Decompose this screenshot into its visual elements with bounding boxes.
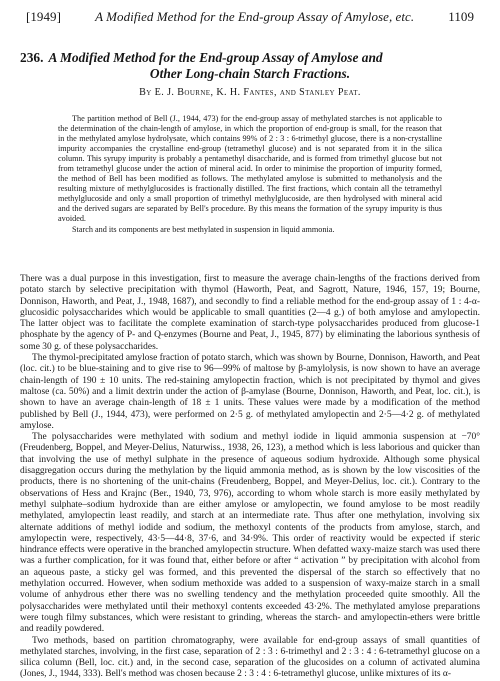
running-head [26, 3, 474, 31]
article-title-line-2: Other Long-chain Starch Fractions. [149, 65, 351, 81]
body-paragraph-2: The thymol-precipitated amylose fraction of potato starch, which was shown by Bourne, Donnison, Haworth, and Peat (loc. cit.) to be blue-staining and to give rise to 96—99% of maltose by β-amylolysis, is now shown to have an average chain-length of 190 ± 10 units. The red-staining amylopectin fraction, which is not precipitated by thymol and gives maltose (ca. 50%) and a limit dextrin under the action of β-amylase (Bourne, Donnison, Haworth, and Peat, loc. cit.), is shown to have an average chain-length of 18 ± 1 units. These values were made by a modification of the method published by Bell (J., 1944, 473), were performed on 2·5 g. of methylated amylopectin and 2·5—4·2 g. of methylated amylose. [20, 353, 480, 431]
abstract-paragraph: The partition method of Bell (J., 1944, 473) for the end-group assay of methylated starches is not applicable to the determination of the chain-length of amylose, in which the proportion of end-group is small, for the reason that in the methylated amylose hydrolysate, which contains 99% of 2 : 3 : 6-trimethyl glucose, there is a non-crystalline impurity accompanies the crystalline end-group (tetramethyl glucose) and is not separated from it in the silica column. This syrupy impurity is probably a pentamethyl disaccharide, and is formed from trimethyl glucose but not from tetramethyl glucose under the action of mineral acid. In order to minimise the proportion of impurity formed, the method of Bell has been modified as follows. The methylated amylose is submitted to methanolysis and the resulting mixture of methylglucosides is fractionally distilled. The first fractions, which contain all the tetramethyl methylglucoside and only a small proportion of trimethyl methylglucoside, are then hydrolysed with mineral acid and the derived sugars are separated by Bell's procedure. By this means the formation of the syrupy impurity is thus avoided. [58, 114, 442, 223]
article-title-block [20, 50, 480, 98]
body-text [20, 274, 480, 681]
running-head-title: A Modified Method for the End-group Assay of Amylose, etc. [95, 9, 415, 24]
abstract [58, 114, 442, 235]
article-number: 236. [20, 50, 44, 65]
article-title-line-1 [20, 50, 480, 66]
body-paragraph-4: Two methods, based on partition chromatography, were available for end-group assays of small quantities of methylated starches, involving, in the first case, separation of 2 : 3 : 6-trimethyl and 2 : 3 : 4 : 6-tetramethyl glucose on a silica column (Bell, loc. cit.) and, in the second case, separation of the glucosides on a column of activated alumina (Jones, J., 1944, 333). Bell's method was chosen because 2 : 3 : 4 : 6-tetramethyl glucose, unlike mixtures of its α- [20, 635, 480, 680]
article-authors: By E. J. Bourne, K. H. Fantes, and Stanley Peat. [139, 87, 361, 98]
body-paragraph-1: There was a dual purpose in this investigation, first to measure the average chain-lengths of the fractions derived from potato starch by selective precipitation with thymol (Haworth, Peat, and Sagrott, Nature, 1946, 157, 19; Bourne, Donnison, Haworth, and Peat, J., 1948, 1687), and secondly to find a reliable method for the end-group assay of 1 : 4-α-glucosidic polysaccharides which would be applicable to small quantities (2—4 g.) of both amylose and amylopectin. The latter object was to facilitate the complete examination of starch-type polysaccharides produced from glucose-1 phosphate by the agency of P- and Q-enzymes (Bourne and Peat, J., 1945, 877) by eliminating the laborious synthesis of some 30 g. of these polysaccharides. [20, 274, 480, 352]
article-title-text-1: A Modified Method for the End-group Assay of Amylose and [48, 50, 383, 65]
body-paragraph-3: The polysaccharides were methylated with sodium and methyl iodide in liquid ammonia suspension at −70° (Freudenberg, Boppel, and Meyer-Delius, Naturwiss., 1938, 26, 123), a method which is less laborious and quicker than that involving the use of methyl sulphate in the presence of aqueous sodium hydroxide. Although some physical disaggregation occurs during the methylation by the liquid ammonia method, as is shown by the low viscosities of the products, there is no shortening of the unit-chains (Freudenberg, Boppel, and Meyer-Delius, loc. cit.). Contrary to the observations of Hess and Krajnc (Ber., 1940, 73, 976), according to whom whole starch is more easily methylated by methyl sulphate–sodium hydroxide than are either amylose or amylopectin, we found amylose to be most readily methylated, amylopectin least readily, and starch at an intermediate rate. Thus after one methylation, involving six alternate additions of methyl iodide and sodium, the methoxyl contents of the products from amylose, starch, and amylopectin were, respectively, 43·5—44·8, 37·6, and 34·9%. This order of reactivity would be expected if steric hindrance effects were operative in the branched amylopectin structure. When defatted waxy-maize starch was used there was a further complication, for it was found that, either before or after “ activation ” by precipitation with alcohol from an aqueous paste, a sticky gel was formed, and this prevented the dispersal of the starch so effectively that no methylation occurred. However, when sodium methoxide was added to a suspension of waxy-maize starch in a small volume of anhydrous ether there was no swelling tendency and the methylation proceeded quite smoothly. All the polysaccharides were methylated until their methoxyl contents exceeded 43·2%. The methylated amylose preparations were tough filmy substances, which were resistant to grinding, whereas the starch- and amylopectin-ethers were brittle and readily powdered. [20, 432, 480, 635]
abstract-closing: Starch and its components are best methylated in suspension in liquid ammonia. [72, 225, 335, 234]
page-number: 1109 [448, 9, 474, 24]
running-head-year: [1949] [26, 9, 61, 24]
